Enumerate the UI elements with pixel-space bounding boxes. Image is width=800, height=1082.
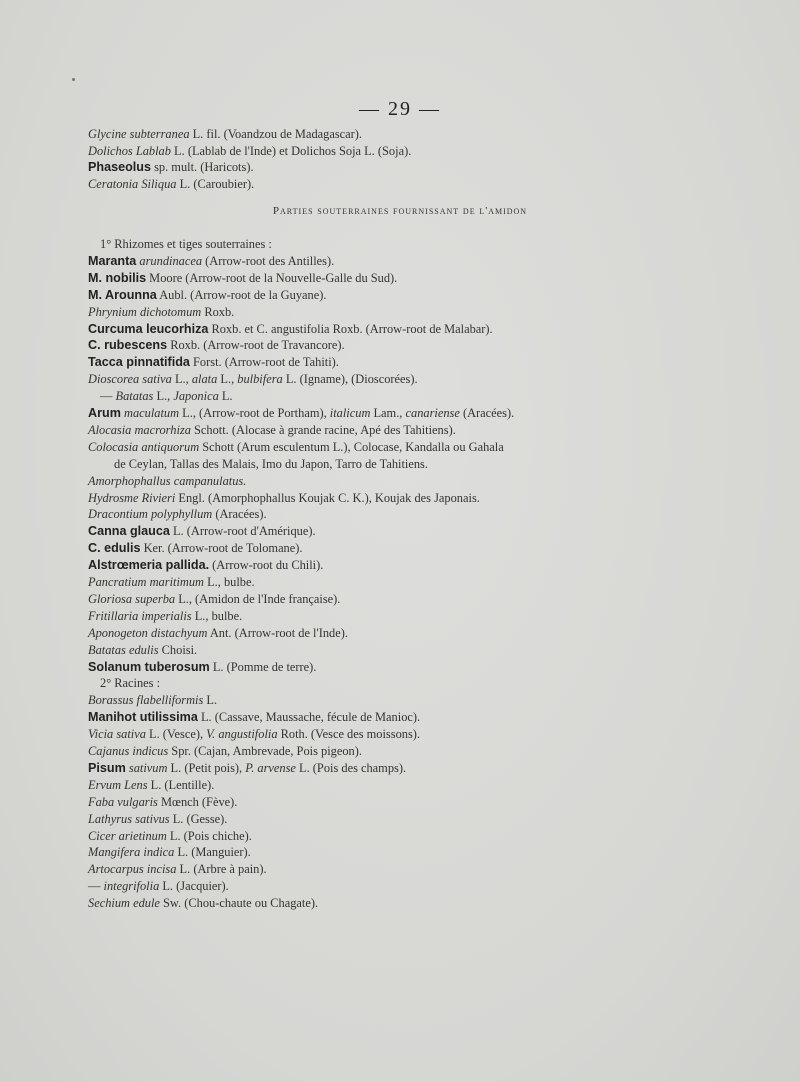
species-name-bold: Maranta bbox=[88, 253, 137, 268]
entry-line bbox=[88, 726, 420, 742]
species-name-bold: Alstrœmeria pallida. bbox=[88, 558, 210, 573]
line-text: L. (Vesce), bbox=[145, 727, 207, 742]
entry-line bbox=[88, 709, 420, 725]
line-text: Sw. (Chou-chaute ou Chagate). bbox=[159, 896, 319, 911]
line-text: L., bulbe. bbox=[191, 608, 243, 623]
line-text: L., (Arrow-root de Portham), bbox=[179, 406, 330, 420]
line-text: L. fil. (Voandzou de Madagascar). bbox=[189, 127, 363, 141]
subsection-line bbox=[100, 675, 160, 691]
line-text: Ant. (Arrow-root de l'Inde). bbox=[207, 625, 348, 640]
line-text: Moore (Arrow-root de la Nouvelle-Galle du Sud). bbox=[146, 270, 398, 285]
ink-speck bbox=[72, 78, 75, 81]
entry-line bbox=[100, 388, 233, 404]
species-name-bold: Pisum bbox=[88, 760, 126, 775]
species-name-italic: Faba vulgaris bbox=[88, 794, 158, 809]
species-name-italic: Glycine subterranea bbox=[88, 127, 190, 141]
line-text: L. bbox=[203, 693, 218, 708]
species-name-italic: Cicer arietinum bbox=[88, 828, 167, 843]
entry-line bbox=[88, 253, 334, 269]
entry-line bbox=[88, 828, 252, 844]
entry-line bbox=[88, 337, 345, 353]
species-name-italic: Colocasia antiquorum bbox=[88, 439, 200, 454]
section-heading: Parties souterraines fournissant de l'amidon bbox=[272, 205, 528, 217]
entry-line bbox=[88, 844, 251, 860]
species-name-italic: Ceratonia Siliqua bbox=[88, 176, 177, 191]
entry-line bbox=[88, 760, 406, 776]
line-text: Roxb. bbox=[201, 304, 235, 319]
line-text: (Arrow-root des Antilles). bbox=[202, 253, 335, 268]
line-text: L. bbox=[218, 389, 233, 404]
entry-line bbox=[88, 625, 348, 641]
line-text: L. (Jacquier). bbox=[159, 879, 229, 894]
line-text: (Arrow-root du Chili). bbox=[209, 558, 324, 573]
entry-line bbox=[88, 159, 254, 175]
line-text: L. (Manguier). bbox=[174, 845, 251, 860]
species-name-bold: Phaseolus bbox=[88, 160, 151, 174]
entry-line bbox=[88, 304, 234, 320]
species-name-italic: Mangifera indica bbox=[88, 845, 175, 860]
species-name-bold: C. edulis bbox=[88, 541, 141, 556]
line-text: L., bbox=[217, 372, 238, 387]
line-text: 2° Racines : bbox=[100, 676, 161, 691]
line-text: Roxb. et C. angustifolia Roxb. (Arrow-root de Malabar). bbox=[208, 321, 493, 336]
species-name-italic: Ervum Lens bbox=[88, 777, 148, 792]
entry-line bbox=[88, 321, 493, 337]
species-name-bold: C. rubescens bbox=[88, 338, 168, 353]
line-text: L., (Amidon de l'Inde française). bbox=[175, 591, 341, 606]
line-text: Aubl. (Arrow-root de la Guyane). bbox=[156, 287, 327, 302]
species-name-bold: Manihot utilissima bbox=[88, 710, 198, 725]
species-name-bold: Tacca pinnatifida bbox=[88, 355, 190, 370]
line-text: (Aracées). bbox=[459, 406, 515, 420]
species-name-italic: Sechium edule bbox=[88, 896, 160, 911]
line-text: L. (Igname), (Dioscorées). bbox=[282, 372, 418, 387]
species-name-italic: V. angustifolia bbox=[206, 727, 278, 742]
species-name-italic: Hydrosme Rivieri bbox=[88, 490, 176, 505]
line-text: L. (Pois des champs). bbox=[295, 760, 407, 775]
species-name-italic: Phrynium dichotomum bbox=[88, 304, 202, 319]
species-name-italic: Lathyrus sativus bbox=[88, 811, 170, 826]
entry-line bbox=[88, 777, 214, 793]
line-text: Choisi. bbox=[158, 642, 198, 657]
species-name-italic: Batatas edulis bbox=[88, 642, 159, 657]
line-text: L. (Arrow-root d'Amérique). bbox=[169, 524, 316, 539]
line-text: L. (Lablab de l'Inde) et Dolichos Soja L. (Soja). bbox=[170, 143, 412, 158]
line-text: L. (Petit pois), bbox=[167, 760, 246, 775]
line-text: — bbox=[88, 879, 104, 894]
species-name-italic: sativum bbox=[128, 760, 168, 775]
species-name-bold: Canna glauca bbox=[88, 524, 170, 539]
line-text: Lam., bbox=[370, 406, 406, 420]
entry-line bbox=[88, 143, 411, 159]
entry-line bbox=[88, 490, 480, 506]
entry-line bbox=[88, 895, 318, 911]
species-name-bold: M. nobilis bbox=[88, 270, 147, 285]
line-text: (Aracées). bbox=[212, 507, 267, 522]
species-name-italic: Dioscorea sativa bbox=[88, 372, 172, 387]
line-text: L. (Caroubier). bbox=[176, 176, 255, 191]
species-name-italic: Vicia sativa bbox=[88, 727, 146, 742]
entry-line bbox=[88, 608, 242, 624]
line-text: L., bbox=[153, 389, 174, 404]
species-name-italic: Japonica bbox=[173, 389, 219, 404]
line-text: Schott (Arum esculentum L.), Colocase, Kandalla ou Gahala bbox=[199, 439, 504, 454]
entry-line bbox=[88, 287, 326, 303]
subsection-line bbox=[100, 236, 272, 252]
species-name-italic: bulbifera bbox=[237, 372, 283, 387]
entry-line bbox=[114, 456, 428, 472]
species-name-bold: M. Arounna bbox=[88, 287, 157, 302]
species-name-italic: P. arvense bbox=[245, 760, 296, 775]
entry-line bbox=[88, 642, 197, 658]
line-text: Schott. (Alocase à grande racine, Apé des Tahitiens). bbox=[190, 422, 456, 437]
species-name-italic: Borassus flabelliformis bbox=[88, 693, 204, 708]
entry-line bbox=[88, 557, 323, 573]
species-name-italic: Dolichos Lablab bbox=[88, 143, 171, 158]
species-name-italic: Batatas bbox=[115, 389, 154, 404]
species-name-italic: canariense bbox=[405, 406, 460, 420]
species-name-italic: Amorphophallus campanulatus. bbox=[88, 473, 247, 488]
line-text: L. (Gesse). bbox=[169, 811, 228, 826]
species-name-italic: Cajanus indicus bbox=[88, 744, 169, 758]
entry-line bbox=[88, 878, 229, 894]
entry-line bbox=[88, 371, 418, 387]
entry-line bbox=[88, 540, 302, 556]
species-name-italic: arundinacea bbox=[139, 253, 203, 268]
line-text: L., bbox=[171, 372, 192, 387]
entry-line bbox=[88, 811, 227, 827]
line-text: L. (Pois chiche). bbox=[166, 828, 252, 843]
species-name-italic: alata bbox=[191, 372, 218, 387]
line-text: Roth. (Vesce des moissons). bbox=[277, 727, 421, 742]
line-text: Engl. (Amorphophallus Koujak C. K.), Koujak des Japonais. bbox=[175, 490, 480, 505]
entry-line bbox=[88, 794, 237, 810]
entry-line bbox=[88, 176, 254, 192]
line-text: de Ceylan, Tallas des Malais, Imo du Japon, Tarro de Tahitiens. bbox=[114, 456, 428, 471]
line-text: L., bulbe. bbox=[204, 575, 255, 589]
entry-line bbox=[88, 591, 340, 607]
species-name-italic: Pancratium maritimum bbox=[88, 575, 204, 589]
species-name-italic: italicum bbox=[329, 406, 371, 420]
line-text: — bbox=[100, 389, 116, 404]
species-name-italic: Artocarpus incisa bbox=[88, 862, 177, 877]
line-text: L. (Lentille). bbox=[147, 777, 215, 792]
entry-line bbox=[88, 473, 246, 489]
line-text: Ker. (Arrow-root de Tolomane). bbox=[140, 541, 303, 556]
line-text: L. (Cassave, Maussache, fécule de Manioc). bbox=[197, 710, 421, 725]
line-text: L. (Pomme de terre). bbox=[209, 659, 317, 674]
entry-line bbox=[88, 354, 339, 370]
entry-line bbox=[88, 861, 267, 877]
species-name-italic: integrifolia bbox=[103, 879, 160, 894]
line-text: Spr. (Cajan, Ambrevade, Pois pigeon). bbox=[168, 744, 362, 758]
species-name-bold: Solanum tuberosum bbox=[88, 659, 210, 674]
species-name-italic: Alocasia macrorhiza bbox=[88, 422, 191, 437]
species-name-bold: Arum bbox=[88, 406, 121, 420]
entry-line bbox=[88, 126, 362, 142]
species-name-italic: Gloriosa superba bbox=[88, 591, 176, 606]
line-text: L. (Arbre à pain). bbox=[176, 862, 267, 877]
entry-line bbox=[88, 270, 397, 286]
entry-line bbox=[88, 405, 514, 421]
line-text: 1° Rhizomes et tiges souterraines : bbox=[100, 237, 272, 251]
line-text: sp. mult. (Haricots). bbox=[151, 160, 254, 174]
species-name-bold: Curcuma leucorhiza bbox=[88, 321, 209, 336]
species-name-italic: maculatum bbox=[124, 406, 180, 420]
entry-line bbox=[88, 422, 456, 438]
entry-line bbox=[88, 574, 255, 590]
page-number: — 29 — bbox=[359, 98, 441, 120]
entry-line bbox=[88, 692, 217, 708]
line-text: Forst. (Arrow-root de Tahiti). bbox=[189, 355, 339, 370]
species-name-italic: Aponogeton distachyum bbox=[88, 625, 208, 640]
species-name-italic: Fritillaria imperialis bbox=[88, 608, 192, 623]
entry-line bbox=[88, 743, 362, 759]
entry-line bbox=[88, 523, 316, 539]
species-name-italic: Dracontium polyphyllum bbox=[88, 507, 213, 522]
entry-line bbox=[88, 659, 316, 675]
line-text: Mœnch (Fève). bbox=[157, 794, 238, 809]
line-text: Roxb. (Arrow-root de Travancore). bbox=[167, 338, 345, 353]
entry-line bbox=[88, 439, 504, 455]
entry-line bbox=[88, 506, 267, 522]
